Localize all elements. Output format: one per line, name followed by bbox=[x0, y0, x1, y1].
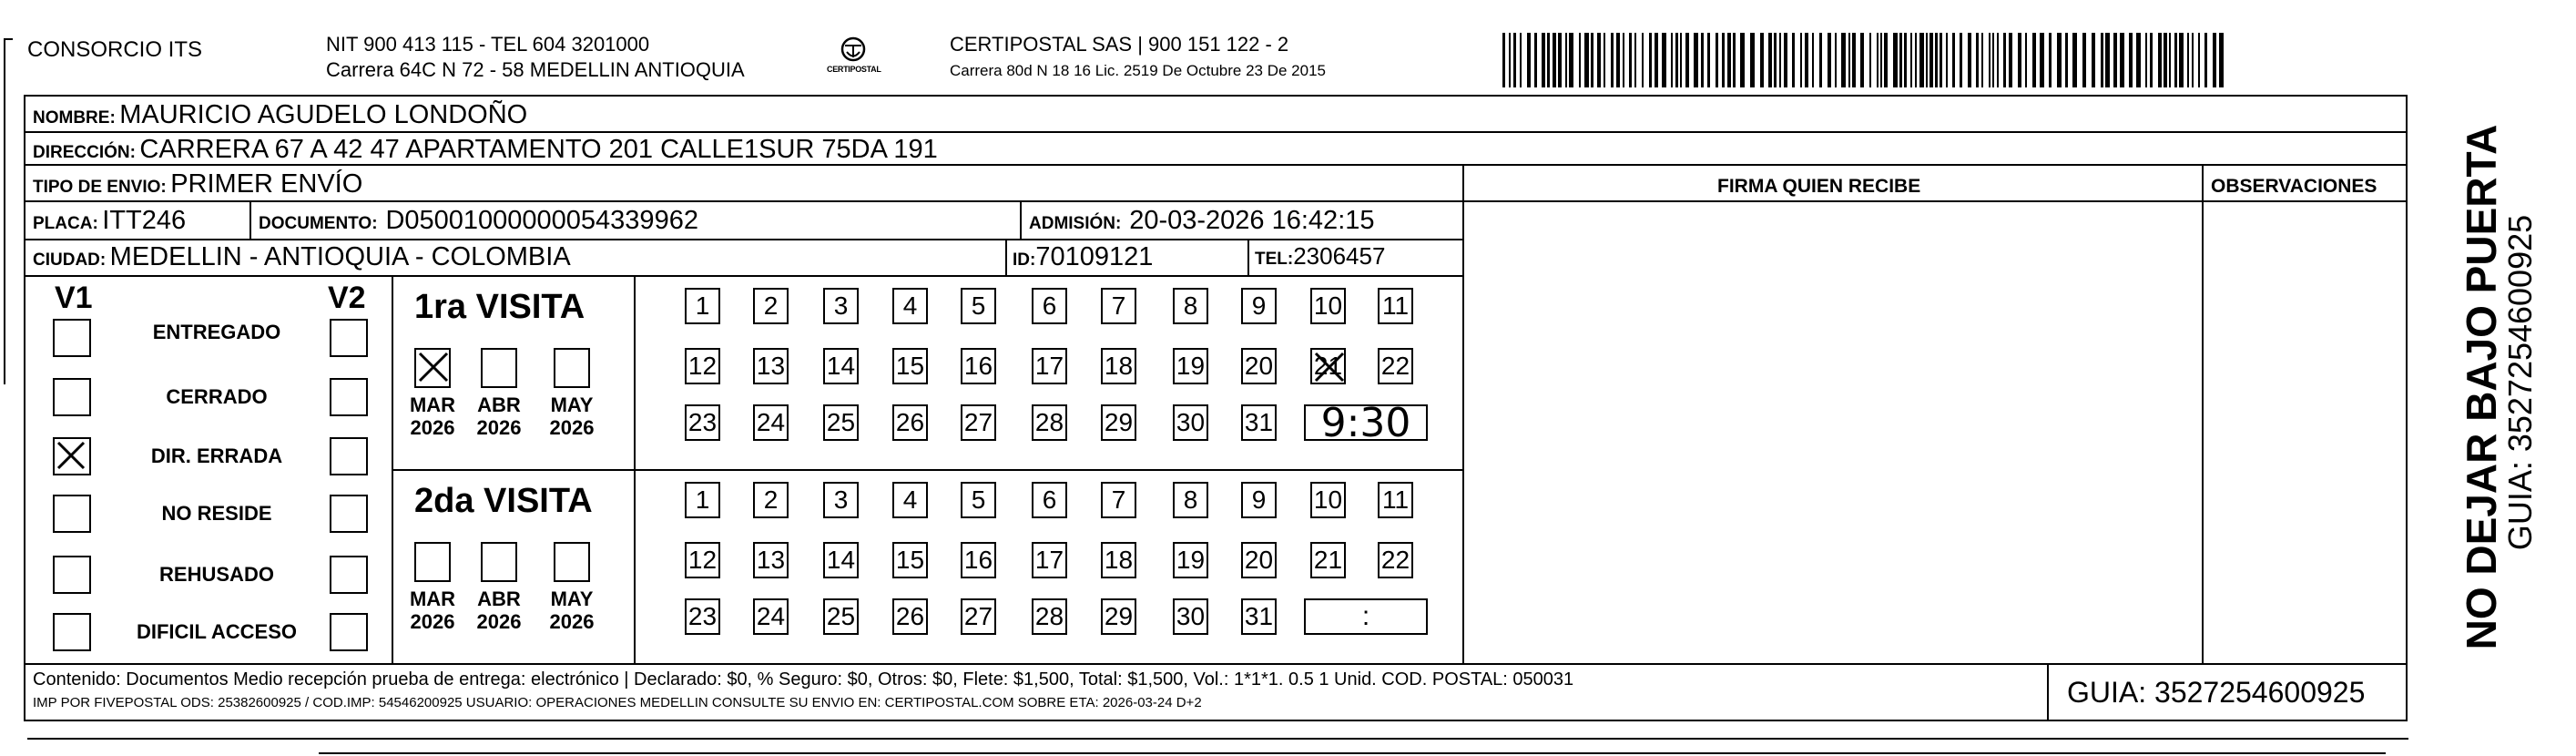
logo-caption: CERTIPOSTAL bbox=[827, 65, 881, 74]
barcode-bar bbox=[1768, 33, 1772, 87]
visit-day-box[interactable]: 18 bbox=[1101, 348, 1136, 384]
barcode-bar bbox=[1611, 33, 1614, 87]
visit-month-label bbox=[403, 587, 462, 634]
visit-day-box[interactable]: 5 bbox=[961, 482, 996, 518]
barcode-bar bbox=[1997, 33, 1999, 87]
left-edge-line bbox=[4, 38, 5, 384]
visit-month-checkbox[interactable] bbox=[554, 542, 590, 582]
visit-day-box[interactable]: 1 bbox=[685, 482, 720, 518]
visit-day-box[interactable]: 14 bbox=[823, 348, 859, 384]
shipment-type-row bbox=[33, 171, 362, 198]
month-name: MAY bbox=[550, 393, 594, 416]
barcode-bar bbox=[1926, 33, 1928, 87]
row-line bbox=[24, 164, 2408, 166]
barcode-bar bbox=[2192, 33, 2194, 87]
barcode-bar bbox=[2204, 33, 2207, 87]
visit-day-box[interactable]: 30 bbox=[1173, 404, 1208, 441]
month-name: ABR bbox=[477, 393, 521, 416]
barcode-bar bbox=[2003, 33, 2006, 87]
barcode-bar bbox=[2101, 33, 2103, 87]
plate-value: ITT246 bbox=[102, 206, 187, 235]
barcode-bar bbox=[2032, 33, 2036, 87]
visit-day-box[interactable]: 8 bbox=[1173, 482, 1208, 518]
barcode-bar bbox=[2105, 33, 2110, 87]
visit-day-box[interactable]: 24 bbox=[753, 598, 789, 635]
barcode-bar bbox=[1542, 33, 1545, 87]
barcode-bar bbox=[1935, 33, 1938, 87]
v1-checkbox[interactable] bbox=[53, 319, 91, 357]
barcode-bar bbox=[2158, 33, 2162, 87]
barcode-bar bbox=[1848, 33, 1850, 87]
visit-day-box[interactable]: 27 bbox=[961, 404, 996, 441]
barcode-bar bbox=[1800, 33, 1802, 87]
name-label: NOMBRE: bbox=[33, 108, 116, 128]
barcode-bar bbox=[1707, 33, 1710, 87]
barcode-bar bbox=[1733, 33, 1736, 87]
visit-day-box[interactable]: 6 bbox=[1032, 482, 1067, 518]
id-label: ID: bbox=[1013, 250, 1036, 270]
visit-day-box[interactable]: 28 bbox=[1032, 404, 1067, 441]
document-field bbox=[259, 208, 698, 234]
visit-day-box[interactable]: 23 bbox=[685, 404, 720, 441]
form-border bbox=[24, 95, 2408, 721]
visit-day-box[interactable]: 8 bbox=[1173, 288, 1208, 324]
barcode-bar bbox=[1623, 33, 1624, 87]
visit-day-box[interactable]: 25 bbox=[823, 404, 859, 441]
barcode-bar bbox=[1642, 33, 1644, 87]
visit-day-box[interactable]: 7 bbox=[1101, 288, 1136, 324]
v2-checkbox[interactable] bbox=[330, 378, 368, 416]
barcode-bar bbox=[2049, 33, 2052, 87]
barcode-bar bbox=[1946, 33, 1948, 87]
barcode-bar bbox=[1547, 33, 1550, 87]
barcode-bar bbox=[2072, 33, 2077, 87]
visit-day-box[interactable]: 24 bbox=[753, 404, 789, 441]
month-name: MAR bbox=[409, 587, 456, 610]
barcode-bar bbox=[1655, 33, 1658, 87]
x-mark-icon bbox=[416, 350, 453, 386]
visit-day-box[interactable]: 12 bbox=[685, 542, 720, 578]
admission-value: 20-03-2026 16:42:15 bbox=[1129, 206, 1375, 235]
side-guide: GUIA: 3527254600925 bbox=[2501, 214, 2539, 551]
visit-day-box[interactable]: 3 bbox=[823, 288, 859, 324]
plate-field bbox=[33, 208, 186, 234]
visit-time-box[interactable]: : bbox=[1304, 598, 1428, 635]
barcode-bar bbox=[1675, 33, 1678, 87]
status-option-label: ENTREGADO bbox=[152, 321, 281, 343]
barcode-bar bbox=[1565, 33, 1567, 87]
barcode-bar bbox=[2025, 33, 2027, 87]
barcode-bar bbox=[1513, 33, 1516, 87]
visit-day-box[interactable]: 3 bbox=[823, 482, 859, 518]
barcode-bar bbox=[1584, 33, 1589, 87]
bottom-line bbox=[27, 738, 2408, 740]
status-option-label: DIFICIL ACCESO bbox=[136, 620, 297, 643]
barcode-bar bbox=[1869, 33, 1871, 87]
tel-value: 2306457 bbox=[1293, 242, 1386, 270]
barcode-bar bbox=[2145, 33, 2147, 87]
visit-day-box[interactable]: 13 bbox=[753, 348, 789, 384]
barcode-bar bbox=[1569, 33, 1573, 87]
v1-label: V1 bbox=[55, 281, 93, 315]
visit-day-box[interactable]: 13 bbox=[753, 542, 789, 578]
carrier-name: CERTIPOSTAL SAS | 900 151 122 - 2 bbox=[950, 33, 1289, 56]
address-value: CARRERA 67 A 42 47 APARTAMENTO 201 CALLE1SUR 75DA 191 bbox=[139, 135, 938, 164]
visit-month-label bbox=[543, 393, 601, 440]
name-value: MAURICIO AGUDELO LONDOÑO bbox=[119, 100, 528, 129]
shipment-type-label: TIPO DE ENVIO: bbox=[33, 178, 167, 197]
v1-checkbox[interactable] bbox=[53, 437, 91, 475]
tel-field bbox=[1255, 244, 1385, 268]
barcode-bar bbox=[2136, 33, 2141, 87]
col-line bbox=[1020, 200, 1022, 239]
barcode-bar bbox=[2092, 33, 2095, 87]
barcode-bar bbox=[1701, 33, 1704, 87]
barcode-bar bbox=[1899, 33, 1902, 87]
barcode-bar bbox=[1558, 33, 1562, 87]
barcode-bar bbox=[1828, 33, 1831, 87]
barcode-bar bbox=[2009, 33, 2012, 87]
barcode-bar bbox=[1671, 33, 1673, 87]
visit-day-box[interactable]: 20 bbox=[1241, 542, 1277, 578]
visit-day-box[interactable]: 26 bbox=[892, 598, 928, 635]
row-line bbox=[24, 663, 2408, 665]
visit-day-box[interactable]: 4 bbox=[892, 288, 928, 324]
col-line bbox=[249, 200, 251, 239]
visit-day-box[interactable]: 1 bbox=[685, 288, 720, 324]
month-year: 2026 bbox=[410, 610, 455, 634]
v2-checkbox[interactable] bbox=[330, 495, 368, 533]
bottom-line bbox=[319, 752, 2386, 754]
barcode-bar bbox=[1884, 33, 1888, 87]
barcode-bar bbox=[1852, 33, 1856, 87]
barcode-bar bbox=[2150, 33, 2153, 87]
v2-checkbox[interactable] bbox=[330, 556, 368, 594]
document-label: DOCUMENTO: bbox=[259, 214, 378, 233]
visit-title: 2da VISITA bbox=[414, 482, 593, 520]
barcode-bar bbox=[1685, 33, 1689, 87]
visit-day-box[interactable]: 6 bbox=[1032, 288, 1067, 324]
barcode-bar bbox=[1989, 33, 1991, 87]
visit-day-box[interactable]: 10 bbox=[1310, 482, 1346, 518]
barcode-bar bbox=[1750, 33, 1755, 87]
month-year: 2026 bbox=[476, 416, 522, 440]
barcode-bar bbox=[1727, 33, 1731, 87]
month-name: ABR bbox=[477, 587, 521, 610]
row-line bbox=[24, 200, 2408, 202]
barcode-bar bbox=[1960, 33, 1962, 87]
barcode-bar bbox=[1952, 33, 1955, 87]
id-field bbox=[1013, 244, 1153, 271]
barcode-bar bbox=[1779, 33, 1781, 87]
visit-day-box[interactable]: 10 bbox=[1310, 288, 1346, 324]
barcode-bar bbox=[2057, 33, 2062, 87]
barcode-bar bbox=[1792, 33, 1795, 87]
visit-day-box[interactable]: 23 bbox=[685, 598, 720, 635]
col-line bbox=[1462, 164, 1464, 663]
document-value: D05001000000054339962 bbox=[385, 206, 698, 235]
barcode-bar bbox=[1910, 33, 1912, 87]
barcode-bar bbox=[1740, 33, 1745, 87]
visit-day-box[interactable]: 21 bbox=[1310, 542, 1346, 578]
barcode-bar bbox=[2179, 33, 2184, 87]
visit-month-checkbox[interactable] bbox=[414, 542, 451, 582]
visit-month-checkbox[interactable] bbox=[554, 348, 590, 388]
barcode-bar bbox=[2082, 33, 2086, 87]
row-line bbox=[24, 239, 1462, 240]
barcode-bar bbox=[1760, 33, 1764, 87]
visit-day-box[interactable]: 29 bbox=[1101, 404, 1136, 441]
visit-day-box[interactable]: 27 bbox=[961, 598, 996, 635]
barcode-bar bbox=[2174, 33, 2177, 87]
barcode-bar bbox=[1992, 33, 1994, 87]
barcode-bar bbox=[1527, 33, 1531, 87]
barcode-bar bbox=[1553, 33, 1556, 87]
observaciones-label: OBSERVACIONES bbox=[2211, 176, 2377, 197]
barcode-bar bbox=[2219, 33, 2224, 87]
visit-day-box[interactable]: 31 bbox=[1241, 598, 1277, 635]
sender-name: CONSORCIO ITS bbox=[27, 37, 203, 62]
visit-title: 1ra VISITA bbox=[414, 288, 585, 326]
month-year: 2026 bbox=[549, 416, 595, 440]
barcode-bar bbox=[1819, 33, 1822, 87]
barcode-bar bbox=[2040, 33, 2044, 87]
visit-day-box[interactable]: 28 bbox=[1032, 598, 1067, 635]
visit-day-box[interactable]: 22 bbox=[1378, 348, 1413, 384]
visit-day-box[interactable]: 11 bbox=[1378, 482, 1413, 518]
x-mark-icon bbox=[1312, 350, 1349, 386]
barcode-bar bbox=[1509, 33, 1511, 87]
visit-day-box[interactable]: 9 bbox=[1241, 288, 1277, 324]
barcode-bar bbox=[1981, 33, 1983, 87]
city-label: CIUDAD: bbox=[33, 250, 107, 270]
barcode-bar bbox=[1841, 33, 1846, 87]
visit-day-box[interactable]: 19 bbox=[1173, 542, 1208, 578]
month-name: MAY bbox=[550, 587, 594, 610]
row-line bbox=[24, 275, 1462, 277]
barcode-bar bbox=[1579, 33, 1581, 87]
barcode-bar bbox=[1940, 33, 1942, 87]
visit-day-box[interactable]: 11 bbox=[1378, 288, 1413, 324]
visit-day-box[interactable]: 17 bbox=[1032, 348, 1067, 384]
barcode-bar bbox=[1662, 33, 1666, 87]
status-option-label: CERRADO bbox=[166, 385, 268, 408]
barcode-bar bbox=[2198, 33, 2200, 87]
row-line bbox=[24, 131, 2408, 133]
col-line bbox=[1005, 239, 1007, 275]
barcode-bar bbox=[2113, 33, 2117, 87]
visit-day-box[interactable]: 14 bbox=[823, 542, 859, 578]
address-label: DIRECCIÓN: bbox=[33, 143, 136, 162]
address-row bbox=[33, 137, 938, 163]
contents-line: Contenido: Documentos Medio recepción prueba de entrega: electrónico | Declarado: $0, % Seguro: $0, Otros: $0, Flete: $1,500, Total: $1,500, Vol.: 1*1*1. 0.5 1 Unid. COD. POSTAL: 050031 bbox=[33, 669, 1574, 690]
visit-month-checkbox[interactable] bbox=[481, 348, 517, 388]
visit-day-box[interactable]: 18 bbox=[1101, 542, 1136, 578]
city-field bbox=[33, 244, 571, 271]
barcode-bar bbox=[1784, 33, 1787, 87]
print-line: IMP POR FIVEPOSTAL ODS: 25382600925 / COD.IMP: 54546200925 USUARIO: OPERACIONES MEDELLIN CONSULTE SU ENVIO EN: CERTIPOSTAL.COM SOBRE ETA: 2026-03-24 D+2 bbox=[33, 695, 1202, 710]
certipostal-logo bbox=[827, 33, 881, 80]
barcode-bar bbox=[1634, 33, 1636, 87]
visit-day-box[interactable]: 30 bbox=[1173, 598, 1208, 635]
visit-day-box[interactable]: 21 bbox=[1310, 348, 1346, 384]
v1-checkbox[interactable] bbox=[53, 613, 91, 651]
x-mark-icon bbox=[55, 439, 89, 474]
visit-day-box[interactable]: 15 bbox=[892, 348, 928, 384]
visit-day-box[interactable]: 25 bbox=[823, 598, 859, 635]
visit-month-label bbox=[543, 587, 601, 634]
month-year: 2026 bbox=[549, 610, 595, 634]
col-line bbox=[2047, 663, 2049, 721]
visit-time-box[interactable]: 9:30 bbox=[1304, 404, 1428, 441]
barcode-bar bbox=[1893, 33, 1898, 87]
visit-month-checkbox[interactable] bbox=[414, 348, 451, 388]
barcode-bar bbox=[2187, 33, 2189, 87]
barcode-bar bbox=[1520, 33, 1522, 87]
admission-field bbox=[1029, 208, 1375, 234]
barcode-bar bbox=[1904, 33, 1907, 87]
barcode-bar bbox=[1534, 33, 1537, 87]
visit-day-box[interactable]: 31 bbox=[1241, 404, 1277, 441]
visit-day-box[interactable]: 26 bbox=[892, 404, 928, 441]
left-edge-tick bbox=[4, 38, 13, 40]
visit-day-box[interactable]: 29 bbox=[1101, 598, 1136, 635]
city-value: MEDELLIN - ANTIOQUIA - COLOMBIA bbox=[109, 242, 571, 271]
v2-checkbox[interactable] bbox=[330, 613, 368, 651]
barcode-bar bbox=[1502, 33, 1505, 87]
visit-day-box[interactable]: 4 bbox=[892, 482, 928, 518]
visit-day-box[interactable]: 22 bbox=[1378, 542, 1413, 578]
shipment-type-value: PRIMER ENVÍO bbox=[170, 169, 363, 199]
barcode-bar bbox=[1694, 33, 1698, 87]
month-year: 2026 bbox=[476, 610, 522, 634]
visit-day-box[interactable]: 20 bbox=[1241, 348, 1277, 384]
visit-day-box[interactable]: 19 bbox=[1173, 348, 1208, 384]
visit-day-box[interactable]: 12 bbox=[685, 348, 720, 384]
visit-day-box[interactable]: 9 bbox=[1241, 482, 1277, 518]
barcode-bar bbox=[2018, 33, 2021, 87]
barcode-bar bbox=[1805, 33, 1808, 87]
v2-checkbox[interactable] bbox=[330, 437, 368, 475]
v1-checkbox[interactable] bbox=[53, 378, 91, 416]
barcode-bar bbox=[1649, 33, 1652, 87]
visit-day-box[interactable]: 2 bbox=[753, 482, 789, 518]
col-line bbox=[2202, 164, 2204, 663]
sender-nit: NIT 900 413 115 - TEL 604 3201000 bbox=[326, 33, 650, 56]
barcode-bar bbox=[1929, 33, 1933, 87]
barcode-bar bbox=[1680, 33, 1682, 87]
barcode-bar bbox=[2129, 33, 2133, 87]
visit-day-box[interactable]: 5 bbox=[961, 288, 996, 324]
barcode-bar bbox=[1880, 33, 1882, 87]
barcode-bar bbox=[1591, 33, 1593, 87]
barcode-bar bbox=[1716, 33, 1718, 87]
barcode-bar bbox=[1976, 33, 1979, 87]
visit-day-box[interactable]: 16 bbox=[961, 542, 996, 578]
month-name: MAR bbox=[409, 393, 456, 416]
barcode-bar bbox=[1597, 33, 1601, 87]
v1-checkbox[interactable] bbox=[53, 495, 91, 533]
guide-box-text: GUIA: 3527254600925 bbox=[2067, 676, 2366, 709]
barcode-bar bbox=[1919, 33, 1924, 87]
carrier-address: Carrera 80d N 18 16 Lic. 2519 De Octubre 23 De 2015 bbox=[950, 62, 1326, 79]
month-year: 2026 bbox=[410, 416, 455, 440]
barcode-bar bbox=[1860, 33, 1864, 87]
visit-day-box[interactable]: 17 bbox=[1032, 542, 1067, 578]
barcode-bar bbox=[1915, 33, 1917, 87]
barcode-bar bbox=[1722, 33, 1725, 87]
barcode-bar bbox=[1968, 33, 1971, 87]
v2-label: V2 bbox=[328, 281, 366, 315]
v1-checkbox[interactable] bbox=[53, 556, 91, 594]
visit-month-label bbox=[403, 393, 462, 440]
barcode-bar bbox=[1616, 33, 1620, 87]
visit-day-box[interactable]: 7 bbox=[1101, 482, 1136, 518]
row-line bbox=[392, 469, 1462, 471]
barcode-bar bbox=[1812, 33, 1814, 87]
visit-month-label bbox=[470, 587, 528, 634]
barcode bbox=[1502, 33, 2224, 87]
status-option-label: NO RESIDE bbox=[161, 502, 272, 525]
visit-day-box[interactable]: 15 bbox=[892, 542, 928, 578]
status-option-label: DIR. ERRADA bbox=[150, 444, 283, 467]
firma-label: FIRMA QUIEN RECIBE bbox=[1717, 176, 1921, 197]
id-value: 70109121 bbox=[1035, 242, 1154, 271]
visit-day-box[interactable]: 16 bbox=[961, 348, 996, 384]
barcode-bar bbox=[2120, 33, 2124, 87]
name-row bbox=[33, 102, 527, 128]
plate-label: PLACA: bbox=[33, 214, 98, 233]
barcode-bar bbox=[2065, 33, 2068, 87]
sender-address: Carrera 64C N 72 - 58 MEDELLIN ANTIOQUIA bbox=[326, 58, 745, 81]
barcode-bar bbox=[1629, 33, 1632, 87]
barcode-bar bbox=[2213, 33, 2216, 87]
visit-day-box[interactable]: 2 bbox=[753, 288, 789, 324]
barcode-bar bbox=[1604, 33, 1605, 87]
visit-month-label bbox=[470, 393, 528, 440]
barcode-bar bbox=[2164, 33, 2167, 87]
barcode-bar bbox=[1835, 33, 1837, 87]
visit-month-checkbox[interactable] bbox=[481, 542, 517, 582]
barcode-bar bbox=[2169, 33, 2171, 87]
admission-label: ADMISIÓN: bbox=[1029, 214, 1122, 233]
v2-checkbox[interactable] bbox=[330, 319, 368, 357]
tel-label: TEL: bbox=[1255, 250, 1294, 269]
barcode-bar bbox=[1877, 33, 1879, 87]
side-warning: NO DEJAR BAJO PUERTA bbox=[2458, 124, 2505, 650]
barcode-bar bbox=[1774, 33, 1777, 87]
col-line bbox=[1247, 239, 1249, 275]
status-option-label: REHUSADO bbox=[159, 563, 274, 586]
